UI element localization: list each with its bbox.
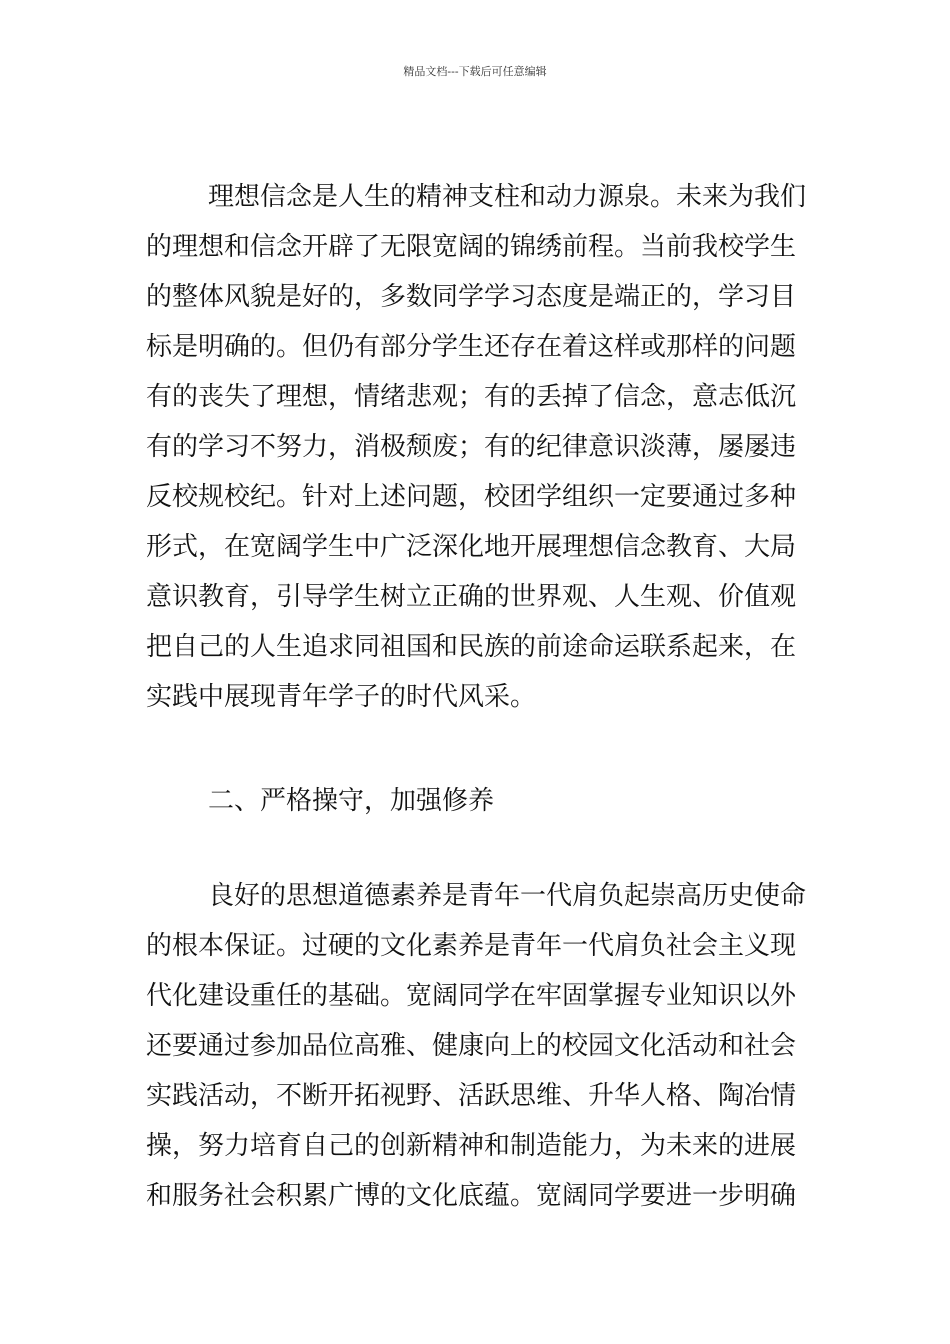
paragraph-line: 的理想和信念开辟了无限宽阔的锦绣前程。当前我校学生 [146, 232, 797, 262]
paragraph-line: 把自己的人生追求同祖国和民族的前途命运联系起来，在 [146, 632, 797, 662]
paragraph-ideals [146, 172, 808, 722]
section-heading: 二、严格操守，加强修养 [208, 786, 495, 816]
paragraph-line: 的根本保证。过硬的文化素养是青年一代肩负社会主义现 [146, 931, 797, 961]
paragraph-line: 良好的思想道德素养是青年一代肩负起崇高历史使命 [208, 881, 807, 911]
paragraph-line: 理想信念是人生的精神支柱和动力源泉。未来为我们 [208, 182, 807, 212]
paragraph-line: 还要通过参加品位高雅、健康向上的校园文化活动和社会 [146, 1031, 797, 1061]
paragraph-cultivation [146, 871, 808, 1221]
paragraph-line: 操，努力培育自己的创新精神和制造能力，为未来的进展 [146, 1131, 797, 1161]
page-header: 精品文档---下载后可任意编辑 [403, 65, 547, 78]
paragraph-line: 反校规校纪。针对上述问题，校团学组织一定要通过多种 [146, 482, 797, 512]
paragraph-line: 有的学习不努力，消极颓废；有的纪律意识淡薄，屡屡违 [146, 432, 797, 462]
paragraph-line: 形式，在宽阔学生中广泛深化地开展理想信念教育、大局 [146, 532, 797, 562]
paragraph-line: 实践活动，不断开拓视野、活跃思维、升华人格、陶冶情 [146, 1081, 797, 1111]
paragraph-line: 的整体风貌是好的，多数同学学习态度是端正的，学习目 [146, 282, 797, 312]
paragraph-line: 实践中展现青年学子的时代风采。 [146, 682, 537, 712]
paragraph-line: 意识教育，引导学生树立正确的世界观、人生观、价值观 [146, 582, 797, 612]
paragraph-line: 代化建设重任的基础。宽阔同学在牢固掌握专业知识以外 [146, 981, 797, 1011]
paragraph-line: 和服务社会积累广博的文化底蕴。宽阔同学要进一步明确 [146, 1181, 797, 1211]
paragraph-line: 标是明确的。但仍有部分学生还存在着这样或那样的问题 [146, 332, 797, 362]
paragraph-line: 有的丧失了理想，情绪悲观；有的丢掉了信念，意志低沉 [146, 382, 797, 412]
